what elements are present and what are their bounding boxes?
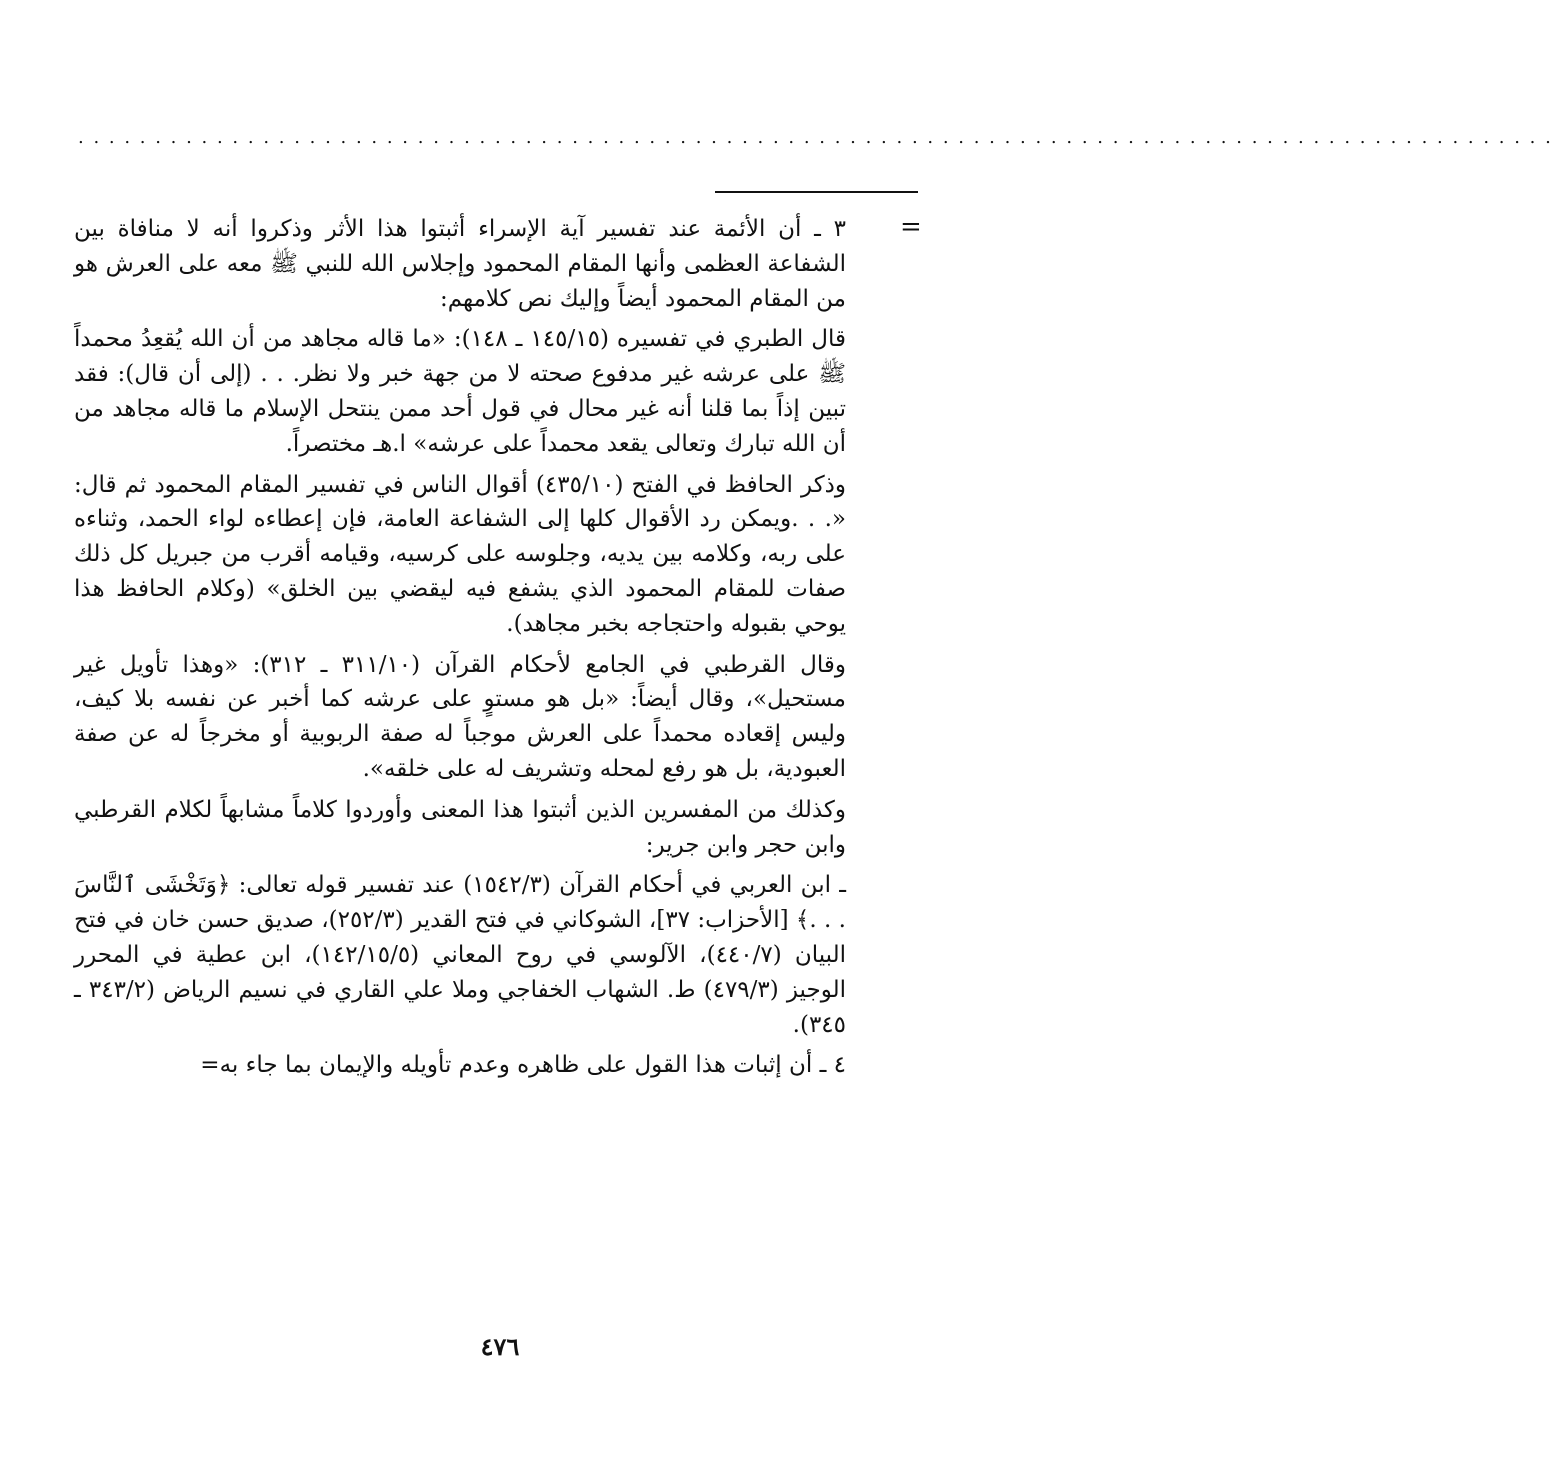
dotted-separator: . . . . . . . . . . . . . . . . . . . . . . . . . . . . . . . . . . . . . . . . . . . . . . . . . . . . . . . . . . . . . . . . . . . . . . . . . . . . . . . . . . . . . . . . . . . . . . . . xyxy=(78,127,1553,148)
footnote-point-3: ٣ ـ أن الأئمة عند تفسير آية الإسراء أثبتوا هذا الأثر وذكروا أنه لا منافاة بين الشفاعة العظمى وأنها المقام المحمود وإجلاس الله للنبي ﷺ معه على العرش هو من المقام المحمود أيضاً وإليك نص كلامهم: xyxy=(74,216,846,312)
tabari-quote: قال الطبري في تفسيره (١٤٥/١٥ ـ ١٤٨): «ما قاله مجاهد من أن الله يُقعِدُ محمداً ﷺ على عرشه غير مدفوع صحته لا من جهة خبر ولا نظر. . . (إلى أن قال): فقد تبين إذاً بما قلنا أنه غير محال في قول أحد ممن ينتحل الإسلام ما قاله مجاهد من أن الله تبارك وتعالى يقعد محمداً على عرشه» ا.هـ مختصراً. xyxy=(74,326,846,457)
page-number: ٤٧٦ xyxy=(480,1332,520,1361)
qurtubi-quote: وقال القرطبي في الجامع لأحكام القرآن (٣١١/١٠ ـ ٣١٢): «وهذا تأويل غير مستحيل»، وقال أيضاً: «بل هو مستوٍ على عرشه كما أخبر عن نفسه بلا كيف، وليس إقعاده محمداً على العرش موجباً له صفة الربوبية أو مخرجاً له عن صفة العبودية، بل هو رفع لمحله وتشريف له على خلقه». xyxy=(74,651,846,782)
footnote-rule xyxy=(715,191,918,193)
footnote-point-4: ٤ ـ أن إثبات هذا القول على ظاهره وعدم تأويله والإيمان بما جاء به= xyxy=(200,1052,846,1079)
references-list: ـ ابن العربي في أحكام القرآن (١٥٤٢/٣) عند تفسير قوله تعالى: ﴿وَتَخْشَى ٱلنَّاسَ . . .﴾ [الأحزاب: ٣٧]، الشوكاني في فتح القدير (٢٥٢/٣)، صديق حسن خان في فتح البيان (٤٤٠/٧)، الآلوسي في روح المعاني (١٤٢/١٥/٥)، ابن عطية في المحرر الوجيز (٤٧٩/٣) ط. الشهاب الخفاجي وملا علي القاري في نسيم الرياض (٣٤٣/٢ ـ ٣٤٥). xyxy=(74,872,847,1038)
hafiz-quote: وذكر الحافظ في الفتح (٤٣٥/١٠) أقوال الناس في تفسير المقام المحمود ثم قال: «. . .ويمكن رد الأقوال كلها إلى الشفاعة العامة، فإن إعطاءه لواء الحمد، وثناءه على ربه، وكلامه بين يديه، وجلوسه على كرسيه، وقيامه أقرب من جبريل كل ذلك صفات للمقام المحمود الذي يشفع فيه ليقضي بين الخلق» (وكلام الحافظ هذا يوحي بقبوله واحتجاجه بخبر مجاهد). xyxy=(74,471,846,637)
mufassirin-intro: وكذلك من المفسرين الذين أثبتوا هذا المعنى وأوردوا كلاماً مشابهاً لكلام القرطبي وابن حجر وابن جرير: xyxy=(74,796,846,858)
continuation-mark: = xyxy=(900,212,922,242)
footnote-body xyxy=(74,212,846,1089)
